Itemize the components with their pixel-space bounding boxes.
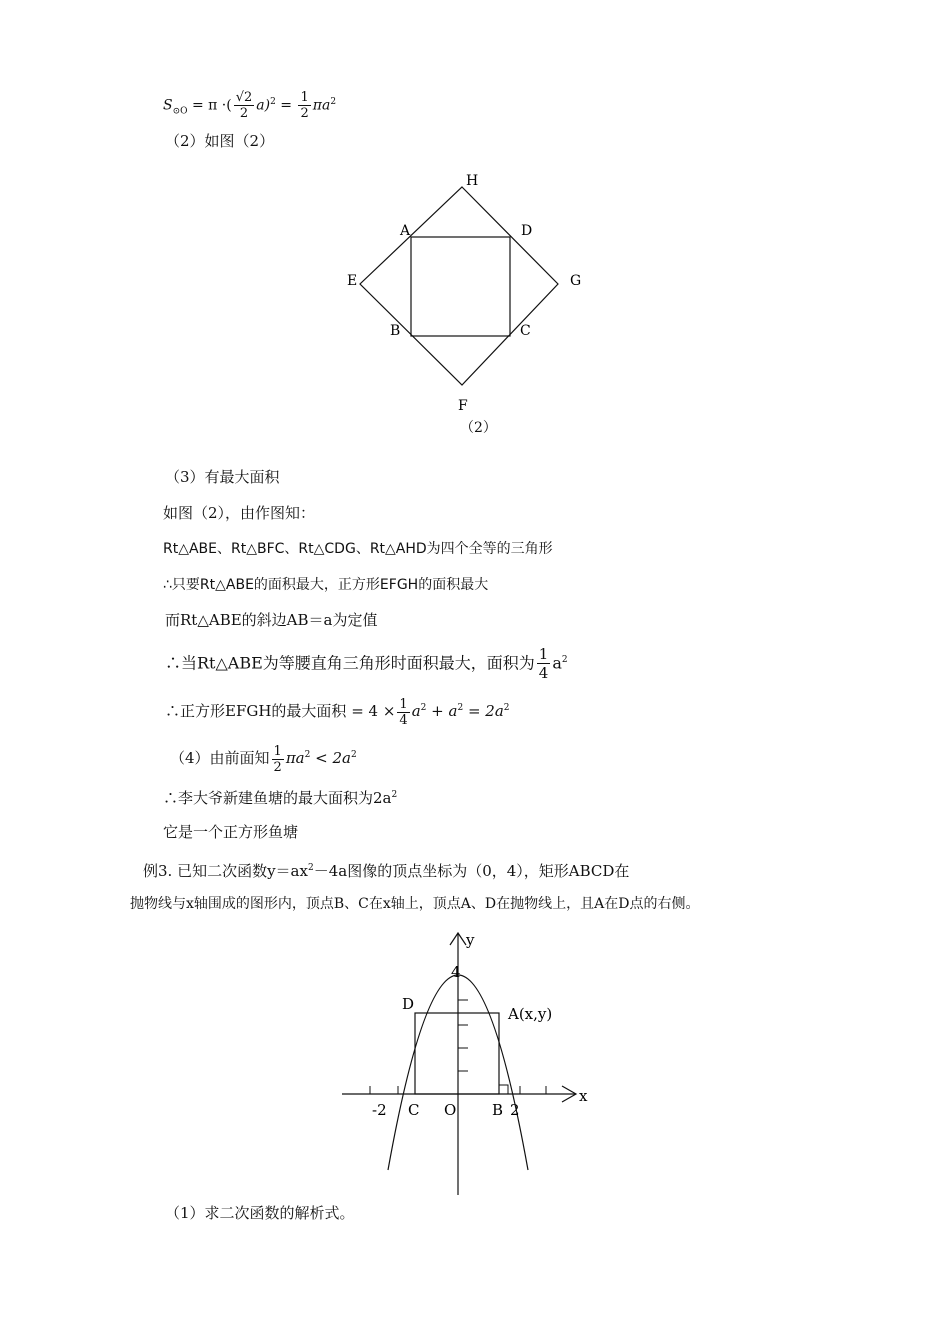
label-minus-two: -2	[372, 1101, 387, 1119]
text-line-4: 而Rt△ABE的斜边AB＝a为定值	[165, 611, 378, 629]
label-g: G	[570, 273, 582, 289]
label-a: A(x,y)	[508, 1005, 553, 1023]
formula-eq: = π ·(	[187, 97, 232, 114]
text-line-2: Rt△ABE、Rt△BFC、Rt△CDG、Rt△AHD为四个全等的三角形	[163, 541, 553, 557]
part3-heading: （3）有最大面积	[165, 468, 280, 486]
label-a: A	[400, 223, 411, 239]
right-angle-mark	[499, 1085, 508, 1094]
example-3-line-2: 抛物线与x轴围成的图形内，顶点B、C在x轴上，顶点A、D在抛物线上，且A在D点的右侧。	[130, 896, 700, 912]
square-abcd	[411, 237, 510, 336]
rectangle-abcd	[415, 1013, 499, 1094]
figure-2-caption: （2）	[460, 420, 497, 436]
text-line-5: ∴当Rt△ABE为等腰直角三角形时面积最大，面积为 $\frac{1}{4}$ $a^2$	[165, 645, 568, 683]
frac-one-quarter: $\frac{1}{4}$	[538, 645, 549, 683]
square-efgh	[360, 187, 558, 385]
figure-3-parabola-diagram	[330, 925, 600, 1200]
text-line-7: （4）由前面知 $\frac{1}{2}$ $\pi a^2 < 2a^2$	[170, 743, 357, 775]
text-line-8: ∴李大爷新建鱼塘的最大面积为$2a^2$	[163, 789, 398, 807]
label-b: B	[390, 323, 401, 339]
formula-frac-sqrt2: $\frac{√2}{2}$	[235, 90, 253, 121]
label-two: 2	[510, 1101, 520, 1119]
text-line-6: ∴正方形EFGH的最大面积 = 4 × $\frac{1}{4}$ $a^2 + a^2 = 2a^2$	[165, 696, 510, 728]
label-d: D	[521, 223, 533, 239]
area-formula: $S_{⊙O} = \pi$ ·( $\frac{√2}{2}$ a)$^2$ = $\frac{1}{2}$ $\pi a^2$	[163, 90, 337, 121]
frac-one-quarter-2: $\frac{1}{4}$	[399, 696, 408, 728]
figure-2-square-diagram	[330, 165, 610, 445]
label-o: O	[444, 1101, 457, 1119]
label-y: y	[466, 931, 475, 949]
frac-one-half: $\frac{1}{2}$	[273, 743, 282, 775]
part2-heading: （2）如图（2）	[165, 132, 275, 150]
label-e: E	[347, 273, 358, 289]
label-b: B	[492, 1101, 504, 1119]
label-d: D	[402, 995, 415, 1013]
label-f: F	[458, 398, 468, 414]
formula-sub: ⊙O	[172, 106, 188, 117]
label-x: x	[579, 1087, 588, 1105]
text-line-3: ∴只要Rt△ABE的面积最大，正方形EFGH的面积最大	[163, 577, 489, 593]
label-c: C	[408, 1101, 420, 1119]
example-3-line-1: 例3. 已知二次函数$y=ax^2-4a$图像的顶点坐标为（0，4），矩形ABCD在	[143, 862, 630, 880]
label-c: C	[520, 323, 531, 339]
label-four: 4	[451, 963, 461, 981]
formula-frac-half: $\frac{1}{2}$	[300, 90, 309, 121]
formula-s: S	[163, 97, 173, 114]
text-line-9: 它是一个正方形鱼塘	[163, 823, 299, 841]
label-h: H	[466, 173, 479, 189]
question-1: （1）求二次函数的解析式。	[165, 1204, 355, 1222]
text-line-1: 如图（2），由作图知：	[163, 504, 316, 522]
